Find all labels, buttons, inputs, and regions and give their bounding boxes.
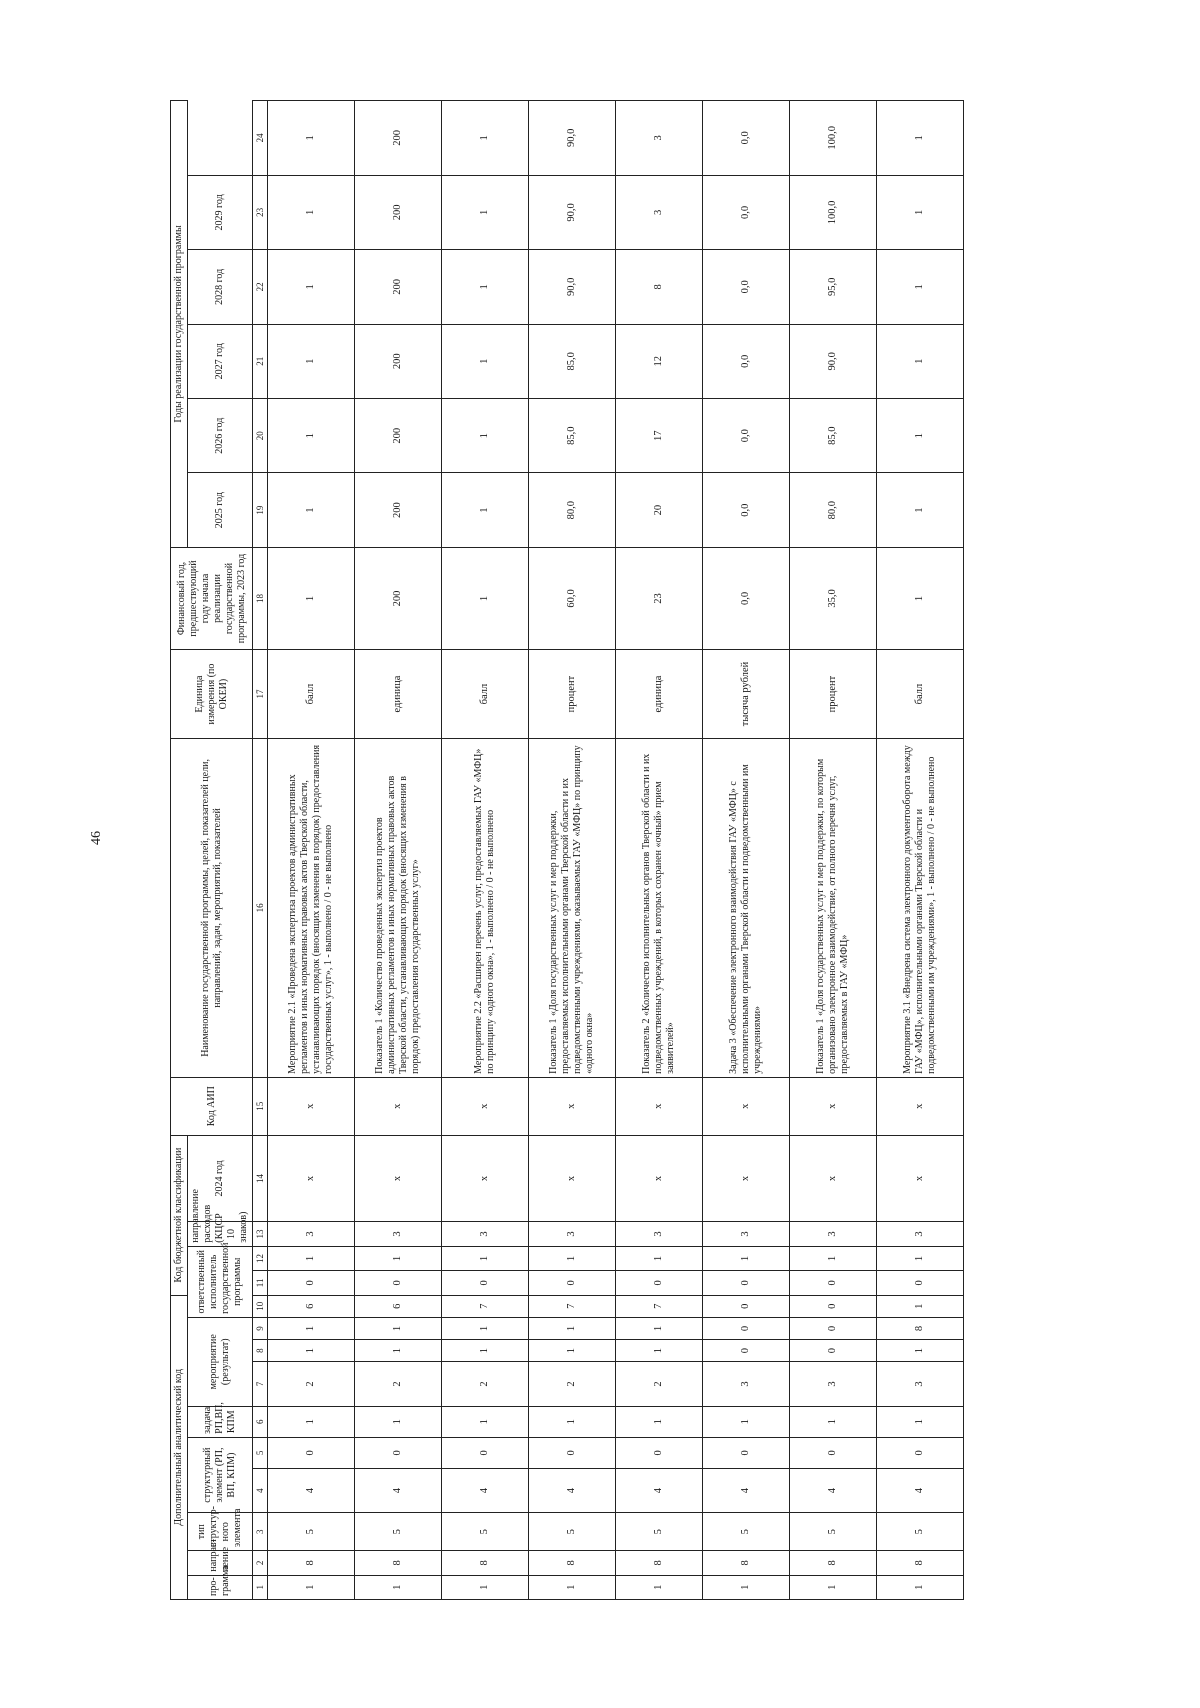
year-value: 200 [355, 399, 442, 473]
base-year-value: 35,0 [790, 547, 877, 649]
year-value: 90,0 [529, 175, 616, 249]
code-cell: 3 [442, 1222, 529, 1246]
code-cell: 0 [790, 1340, 877, 1362]
code-cell: 0 [703, 1317, 790, 1339]
code-cell: 8 [529, 1551, 616, 1575]
year-value: 90,0 [790, 324, 877, 398]
year-value: 100,0 [790, 101, 877, 176]
table-row [703, 101, 790, 1600]
year-value: 80,0 [529, 473, 616, 547]
year-value: 1 [268, 175, 355, 249]
year-value: 200 [355, 250, 442, 324]
year-value: 90,0 [529, 101, 616, 176]
code-cell: 7 [442, 1295, 529, 1317]
code-cell: 0 [268, 1437, 355, 1468]
header-year-2026: 2026 год [188, 399, 253, 473]
header-aip: Код АИП [171, 1077, 253, 1135]
code-cell: 1 [268, 1340, 355, 1362]
header-program: про-грамма [188, 1575, 253, 1599]
code-cell: 0 [703, 1295, 790, 1317]
column-number: 11 [253, 1271, 268, 1295]
column-number: 6 [253, 1406, 268, 1437]
year-value: 0,0 [703, 324, 790, 398]
code-cell: 8 [442, 1551, 529, 1575]
year-value: 1 [442, 101, 529, 176]
year-value: 3 [616, 101, 703, 176]
year-value: 85,0 [529, 324, 616, 398]
code-cell: 2 [616, 1362, 703, 1406]
base-year-value: 0,0 [703, 547, 790, 649]
code-cell: 1 [790, 1246, 877, 1270]
header-task: задача РП,ВП, КПМ [188, 1406, 253, 1437]
table-row [355, 101, 442, 1600]
code-cell: 0 [355, 1437, 442, 1468]
code-cell: 0 [616, 1437, 703, 1468]
header-struct-type: тип структур-ного элемента [188, 1513, 253, 1551]
code-cell: 1 [442, 1340, 529, 1362]
code-cell: 0 [442, 1271, 529, 1295]
aip-cell: х [355, 1077, 442, 1135]
code-cell: 1 [529, 1340, 616, 1362]
name-cell: Задача 3 «Обеспечение электронного взаимодействия ГАУ «МФЦ» с исполнительными органами Тверской области и подведомственными им учреждениями» [703, 738, 790, 1077]
code-cell: 1 [616, 1317, 703, 1339]
column-number: 1 [253, 1575, 268, 1599]
year-value: 1 [877, 101, 964, 176]
name-cell: Показатель 1 «Доля государственных услуг и мер поддержки, по которым организовано электронное взаимодействие, от полного перечня услуг, предоставляемых в ГАУ «МФЦ» [790, 738, 877, 1077]
year-value: 1 [877, 324, 964, 398]
code-cell: 0 [790, 1317, 877, 1339]
aip-cell: х [790, 1077, 877, 1135]
code-cell: 1 [268, 1317, 355, 1339]
code-cell: 2 [442, 1362, 529, 1406]
code-cell: 1 [355, 1246, 442, 1270]
code-cell: 5 [703, 1513, 790, 1551]
code-cell: 3 [790, 1222, 877, 1246]
column-number: 9 [253, 1317, 268, 1339]
year-value: 1 [442, 473, 529, 547]
column-number: 21 [253, 324, 268, 398]
code-cell: 4 [877, 1468, 964, 1512]
year-value: 1 [268, 324, 355, 398]
code-cell: 1 [442, 1406, 529, 1437]
code-cell: 8 [877, 1317, 964, 1339]
code-cell: 0 [355, 1271, 442, 1295]
header-year-2028: 2028 год [188, 250, 253, 324]
code-cell: 4 [442, 1468, 529, 1512]
unit-cell: балл [442, 650, 529, 739]
code-cell: 1 [355, 1340, 442, 1362]
code-cell: 1 [355, 1575, 442, 1599]
unit-cell: единица [355, 650, 442, 739]
code-cell: 8 [703, 1551, 790, 1575]
kcsr-cell: х [616, 1135, 703, 1222]
code-cell: 0 [268, 1271, 355, 1295]
code-cell: 1 [355, 1317, 442, 1339]
code-cell: 2 [529, 1362, 616, 1406]
code-cell: 1 [442, 1575, 529, 1599]
code-cell: 4 [355, 1468, 442, 1512]
year-value: 90,0 [529, 250, 616, 324]
year-value: 1 [442, 250, 529, 324]
year-value: 200 [355, 473, 442, 547]
code-cell: 1 [703, 1246, 790, 1270]
aip-cell: х [529, 1077, 616, 1135]
code-cell: 1 [790, 1575, 877, 1599]
code-cell: 8 [616, 1551, 703, 1575]
header-measure: мероприятие (результат) [188, 1317, 253, 1406]
code-cell: 1 [529, 1246, 616, 1270]
header-years-group: Годы реализации государственной программы [171, 101, 188, 548]
year-value: 1 [268, 101, 355, 176]
code-cell: 0 [790, 1437, 877, 1468]
code-cell: 3 [355, 1222, 442, 1246]
code-cell: 1 [616, 1246, 703, 1270]
column-number: 5 [253, 1437, 268, 1468]
name-cell: Мероприятие 2.2 «Расширен перечень услуг, предоставляемых ГАУ «МФЦ» по принципу «одного окна», 1 - выполнено / 0 - не выполнено [442, 738, 529, 1077]
table-body [268, 101, 964, 1600]
column-number: 10 [253, 1295, 268, 1317]
code-cell: 1 [442, 1317, 529, 1339]
year-value: 1 [442, 324, 529, 398]
code-cell: 1 [529, 1406, 616, 1437]
header-analytic-code: Дополнительный аналитический код [171, 1295, 188, 1599]
code-cell: 1 [877, 1406, 964, 1437]
column-number: 4 [253, 1468, 268, 1512]
code-cell: 0 [877, 1437, 964, 1468]
column-number: 12 [253, 1246, 268, 1270]
year-value: 1 [268, 250, 355, 324]
code-cell: 1 [529, 1317, 616, 1339]
name-cell: Мероприятие 3.1 «Внедрена система электронного документооборота между ГАУ «МФЦ», исполнительными органами Тверской области и подведомственными им учреждениями», 1 - выполнено / 0 - не выполнено [877, 738, 964, 1077]
year-value: 200 [355, 324, 442, 398]
table-row [790, 101, 877, 1600]
code-cell: 1 [529, 1575, 616, 1599]
year-value: 8 [616, 250, 703, 324]
year-value: 1 [268, 473, 355, 547]
column-number: 22 [253, 250, 268, 324]
code-cell: 1 [877, 1340, 964, 1362]
code-cell: 4 [268, 1468, 355, 1512]
year-value: 0,0 [703, 399, 790, 473]
unit-cell: процент [529, 650, 616, 739]
base-year-value: 1 [877, 547, 964, 649]
code-cell: 5 [268, 1513, 355, 1551]
base-year-value: 1 [268, 547, 355, 649]
header-struct-elem: структурный элемент (РП, ВП, КПМ) [188, 1437, 253, 1513]
code-cell: 3 [703, 1222, 790, 1246]
name-cell: Показатель 1 «Доля государственных услуг и мер поддержки, предоставляемых исполнительными органами Тверской области и их подведомственными учреждениями, оказываемых ГАУ «МФЦ» по принципу «одного окна» [529, 738, 616, 1077]
year-value: 12 [616, 324, 703, 398]
year-value: 17 [616, 399, 703, 473]
code-cell: 0 [616, 1271, 703, 1295]
aip-cell: х [442, 1077, 529, 1135]
header-executor: ответственный исполнитель государственной программы [188, 1246, 253, 1317]
base-year-value: 60,0 [529, 547, 616, 649]
base-year-value: 23 [616, 547, 703, 649]
code-cell: 3 [877, 1222, 964, 1246]
code-cell: 5 [877, 1513, 964, 1551]
code-cell: 0 [790, 1271, 877, 1295]
code-cell: 1 [616, 1575, 703, 1599]
code-cell: 1 [790, 1406, 877, 1437]
code-cell: 7 [616, 1295, 703, 1317]
code-cell: 3 [703, 1362, 790, 1406]
year-value: 200 [355, 101, 442, 176]
aip-cell: х [877, 1077, 964, 1135]
header-year-2029: 2029 год [188, 175, 253, 249]
code-cell: 2 [268, 1362, 355, 1406]
code-cell: 1 [877, 1295, 964, 1317]
unit-cell: тысяча рублей [703, 650, 790, 739]
column-number-row [253, 101, 268, 1600]
code-cell: 1 [442, 1246, 529, 1270]
header-fin-year: Финансовый год, предшествующий году начала реализации государственной программы, 2023 год [171, 547, 253, 649]
header-name: Наименование государственной программы, целей, показателей цели, направлений, задач, мероприятий, показателей [171, 738, 253, 1077]
code-cell: 5 [355, 1513, 442, 1551]
unit-cell: балл [268, 650, 355, 739]
unit-cell: единица [616, 650, 703, 739]
code-cell: 3 [529, 1222, 616, 1246]
rotated-table-wrapper [170, 100, 1050, 1600]
column-number: 19 [253, 473, 268, 547]
code-cell: 8 [268, 1551, 355, 1575]
code-cell: 0 [529, 1271, 616, 1295]
year-value: 0,0 [703, 250, 790, 324]
column-number: 15 [253, 1077, 268, 1135]
code-cell: 1 [877, 1575, 964, 1599]
code-cell: 0 [703, 1340, 790, 1362]
column-number: 16 [253, 738, 268, 1077]
year-value: 0,0 [703, 473, 790, 547]
code-cell: 1 [268, 1575, 355, 1599]
table-row [529, 101, 616, 1600]
aip-cell: х [703, 1077, 790, 1135]
year-value: 0,0 [703, 175, 790, 249]
code-cell: 2 [355, 1362, 442, 1406]
unit-cell: процент [790, 650, 877, 739]
year-value: 1 [877, 250, 964, 324]
kcsr-cell: х [442, 1135, 529, 1222]
year-value: 100,0 [790, 175, 877, 249]
year-value: 1 [442, 399, 529, 473]
aip-cell: х [616, 1077, 703, 1135]
code-cell: 1 [268, 1406, 355, 1437]
aip-cell: х [268, 1077, 355, 1135]
code-cell: 3 [790, 1362, 877, 1406]
code-cell: 8 [355, 1551, 442, 1575]
header-expense: направление расходов (КЦСР 10 знаков) [188, 1222, 253, 1246]
year-value: 0,0 [703, 101, 790, 176]
code-cell: 1 [355, 1406, 442, 1437]
header-budget-code: Код бюджетной классификации [171, 1135, 188, 1295]
unit-cell: балл [877, 650, 964, 739]
column-number: 23 [253, 175, 268, 249]
code-cell: 4 [529, 1468, 616, 1512]
code-cell: 3 [616, 1222, 703, 1246]
column-number: 2 [253, 1551, 268, 1575]
column-number: 18 [253, 547, 268, 649]
name-cell: Показатель 2 «Количество исполнительных органов Тверской области и их подведомственных учреждений, в которых сохранен «очный» прием заявителей» [616, 738, 703, 1077]
code-cell: 6 [355, 1295, 442, 1317]
code-cell: 6 [268, 1295, 355, 1317]
code-cell: 5 [790, 1513, 877, 1551]
table-row [877, 101, 964, 1600]
header-direction: направ-ление [188, 1551, 253, 1575]
code-cell: 0 [703, 1271, 790, 1295]
kcsr-cell: х [268, 1135, 355, 1222]
kcsr-cell: х [529, 1135, 616, 1222]
code-cell: 1 [616, 1406, 703, 1437]
year-value: 1 [877, 175, 964, 249]
program-table [170, 100, 964, 1600]
year-value: 1 [268, 399, 355, 473]
year-value: 200 [355, 175, 442, 249]
column-number: 3 [253, 1513, 268, 1551]
column-number: 20 [253, 399, 268, 473]
code-cell: 5 [442, 1513, 529, 1551]
base-year-value: 1 [442, 547, 529, 649]
table-row [442, 101, 529, 1600]
code-cell: 0 [442, 1437, 529, 1468]
kcsr-cell: х [790, 1135, 877, 1222]
code-cell: 1 [877, 1246, 964, 1270]
column-number: 24 [253, 101, 268, 176]
code-cell: 3 [268, 1222, 355, 1246]
code-cell: 0 [529, 1437, 616, 1468]
kcsr-cell: х [355, 1135, 442, 1222]
name-cell: Мероприятие 2.1 «Проведена экспертиза проектов административных регламентов и иных нормативных правовых актов Тверской области, устанавливающих порядок (вносящих изменения в порядок) предоставления государственных услуг», 1 - выполнено / 0 - не выполнено [268, 738, 355, 1077]
header-year-2024: 2024 год [188, 1135, 253, 1222]
code-cell: 5 [616, 1513, 703, 1551]
name-cell: Показатель 1 «Количество проведенных экспертиз проектов административных регламентов и иных нормативных правовых актов Тверской области, устанавливающих порядок (вносящих изменения в порядок) предоставления государственных услуг» [355, 738, 442, 1077]
year-value: 95,0 [790, 250, 877, 324]
year-value: 80,0 [790, 473, 877, 547]
code-cell: 0 [877, 1271, 964, 1295]
year-value: 20 [616, 473, 703, 547]
year-value: 1 [877, 473, 964, 547]
header-year-2025: 2025 год [188, 473, 253, 547]
code-cell: 1 [268, 1246, 355, 1270]
header-year-2027: 2027 год [188, 324, 253, 398]
year-value: 1 [877, 399, 964, 473]
code-cell: 7 [529, 1295, 616, 1317]
header-unit: Единица измерения (по ОКЕИ) [171, 650, 253, 739]
year-value: 3 [616, 175, 703, 249]
code-cell: 8 [877, 1551, 964, 1575]
kcsr-cell: х [877, 1135, 964, 1222]
column-number: 8 [253, 1340, 268, 1362]
column-number: 17 [253, 650, 268, 739]
code-cell: 0 [703, 1437, 790, 1468]
code-cell: 1 [616, 1340, 703, 1362]
page-number: 46 [89, 831, 104, 845]
column-number: 14 [253, 1135, 268, 1222]
year-value: 85,0 [529, 399, 616, 473]
kcsr-cell: х [703, 1135, 790, 1222]
code-cell: 4 [790, 1468, 877, 1512]
code-cell: 0 [790, 1295, 877, 1317]
code-cell: 5 [529, 1513, 616, 1551]
year-value: 85,0 [790, 399, 877, 473]
base-year-value: 200 [355, 547, 442, 649]
code-cell: 4 [616, 1468, 703, 1512]
column-number: 7 [253, 1362, 268, 1406]
code-cell: 1 [703, 1575, 790, 1599]
code-cell: 1 [703, 1406, 790, 1437]
table-row [268, 101, 355, 1600]
code-cell: 3 [877, 1362, 964, 1406]
code-cell: 4 [703, 1468, 790, 1512]
code-cell: 8 [790, 1551, 877, 1575]
year-value: 1 [442, 175, 529, 249]
table-row [616, 101, 703, 1600]
column-number: 13 [253, 1222, 268, 1246]
